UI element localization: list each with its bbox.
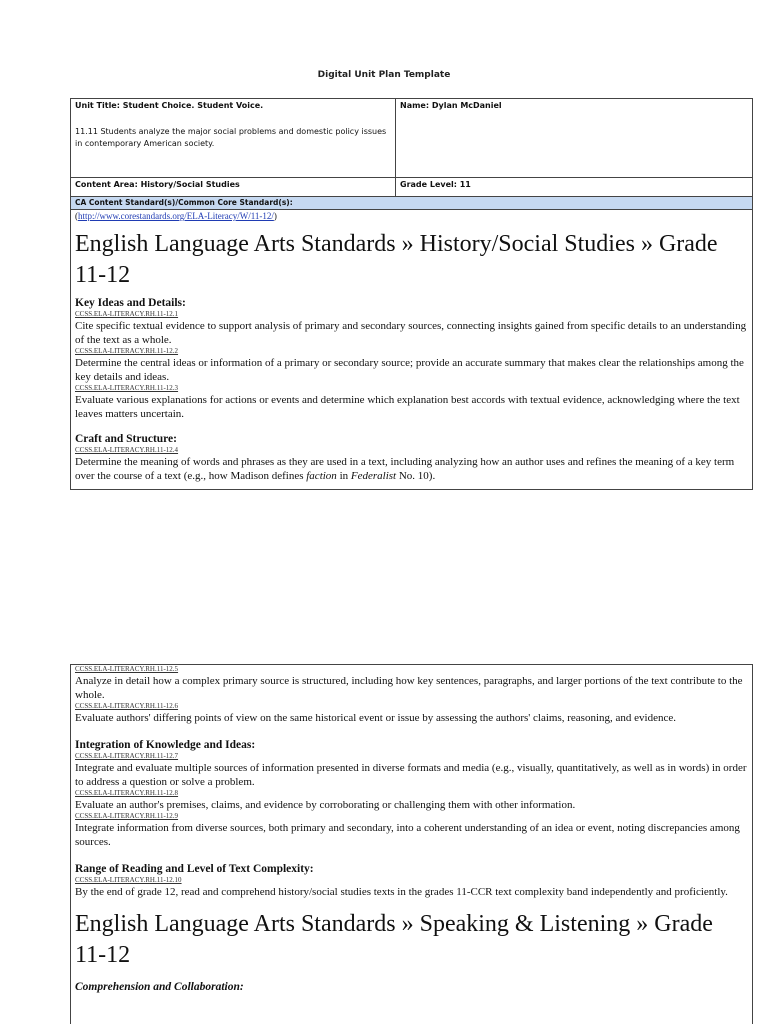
standard-text: Integrate information from diverse sources, both primary and secondary, into a coherent understanding of an idea or event, noting discrepancies among sources. bbox=[75, 822, 740, 848]
name-cell bbox=[396, 99, 752, 177]
standards-content-continued bbox=[71, 665, 752, 993]
standard-text: Analyze in detail how a complex primary source is structured, including how key sentences, paragraphs, and larger portions of the text contribute to the whole. bbox=[75, 675, 743, 701]
standard-code[interactable]: CCSS.ELA-LITERACY.RH.11-12.6 bbox=[75, 702, 179, 710]
header-row-content bbox=[71, 178, 752, 197]
standard-text: Determine the meaning of words and phrases as they are used in a text, including analyzing how an author uses and refines the meaning of a key term over the course of a text (e.g., how Madison defines faction in Federalist No. 10). bbox=[75, 456, 735, 482]
standard-code[interactable]: CCSS.ELA-LITERACY.RH.11-12.7 bbox=[75, 752, 179, 760]
standard-code[interactable]: CCSS.ELA-LITERACY.RH.11-12.9 bbox=[75, 812, 179, 820]
content-area-cell bbox=[71, 178, 396, 196]
author-name: Name: Dylan McDaniel bbox=[400, 101, 502, 110]
standards-content bbox=[71, 211, 752, 483]
standards-url-line: (http://www.corestandards.org/ELA-Literacy/W/11-12/) bbox=[75, 211, 277, 221]
unit-plan-table bbox=[70, 98, 753, 490]
standard-text: Determine the central ideas or information of a primary or secondary source; provide an accurate summary that makes clear the relationships among the key details and ideas. bbox=[75, 357, 744, 383]
unit-title: Unit Title: Student Choice. Student Voice. bbox=[75, 101, 264, 110]
standard-text: Evaluate authors' differing points of view on the same historical event or issue by assessing the authors' claims, reasoning, and evidence. bbox=[75, 712, 676, 724]
section-comprehension: Comprehension and Collaboration: bbox=[75, 981, 244, 993]
standard-text: By the end of grade 12, read and comprehend history/social studies texts in the grades 11-CCR text complexity band independently and proficiently. bbox=[75, 886, 728, 898]
heading-history-social-studies: English Language Arts Standards » History/Social Studies » Grade 11-12 bbox=[75, 231, 718, 288]
standard-text: Integrate and evaluate multiple sources of information presented in diverse formats and media (e.g., visually, quantitatively, as well as in words) in order to address a question or solve a problem. bbox=[75, 762, 747, 788]
ca-standards-header: CA Content Standard(s)/Common Core Standard(s): bbox=[71, 197, 752, 210]
standard-code[interactable]: CCSS.ELA-LITERACY.RH.11-12.8 bbox=[75, 789, 179, 797]
standard-code[interactable]: CCSS.ELA-LITERACY.RH.11-12.10 bbox=[75, 876, 182, 884]
heading-speaking-listening: English Language Arts Standards » Speaking & Listening » Grade 11-12 bbox=[75, 911, 713, 968]
standard-text: Evaluate various explanations for actions or events and determine which explanation best accords with textual evidence, acknowledging where the text leaves matters uncertain. bbox=[75, 394, 740, 420]
document-title: Digital Unit Plan Template bbox=[317, 70, 451, 80]
content-area: Content Area: History/Social Studies bbox=[75, 180, 240, 189]
unit-title-cell bbox=[71, 99, 396, 177]
section-craft-structure: Craft and Structure: bbox=[75, 433, 177, 445]
section-integration: Integration of Knowledge and Ideas: bbox=[75, 739, 256, 751]
standards-url-link[interactable]: http://www.corestandards.org/ELA-Literacy/W/11-12/ bbox=[78, 211, 274, 221]
unit-plan-table-continued bbox=[70, 664, 753, 1024]
standard-code[interactable]: CCSS.ELA-LITERACY.RH.11-12.1 bbox=[75, 310, 179, 318]
section-key-ideas: Key Ideas and Details: bbox=[75, 297, 186, 309]
grade-level-cell bbox=[396, 178, 752, 196]
grade-level: Grade Level: 11 bbox=[400, 180, 471, 189]
standard-code[interactable]: CCSS.ELA-LITERACY.RH.11-12.3 bbox=[75, 384, 179, 392]
section-range-of-reading: Range of Reading and Level of Text Complexity: bbox=[75, 863, 314, 875]
header-row-unit bbox=[71, 99, 752, 178]
standard-code[interactable]: CCSS.ELA-LITERACY.RH.11-12.4 bbox=[75, 446, 179, 454]
standard-code[interactable]: CCSS.ELA-LITERACY.RH.11-12.5 bbox=[75, 665, 179, 673]
standard-text: Cite specific textual evidence to support analysis of primary and secondary sources, connecting insights gained from specific details to an understanding of the text as a whole. bbox=[75, 320, 747, 346]
standard-code[interactable]: CCSS.ELA-LITERACY.RH.11-12.2 bbox=[75, 347, 179, 355]
unit-description: 11.11 Students analyze the major social problems and domestic policy issues in contemporary American society. bbox=[75, 127, 387, 148]
standard-text: Evaluate an author's premises, claims, and evidence by corroborating or challenging them with other information. bbox=[75, 799, 576, 811]
